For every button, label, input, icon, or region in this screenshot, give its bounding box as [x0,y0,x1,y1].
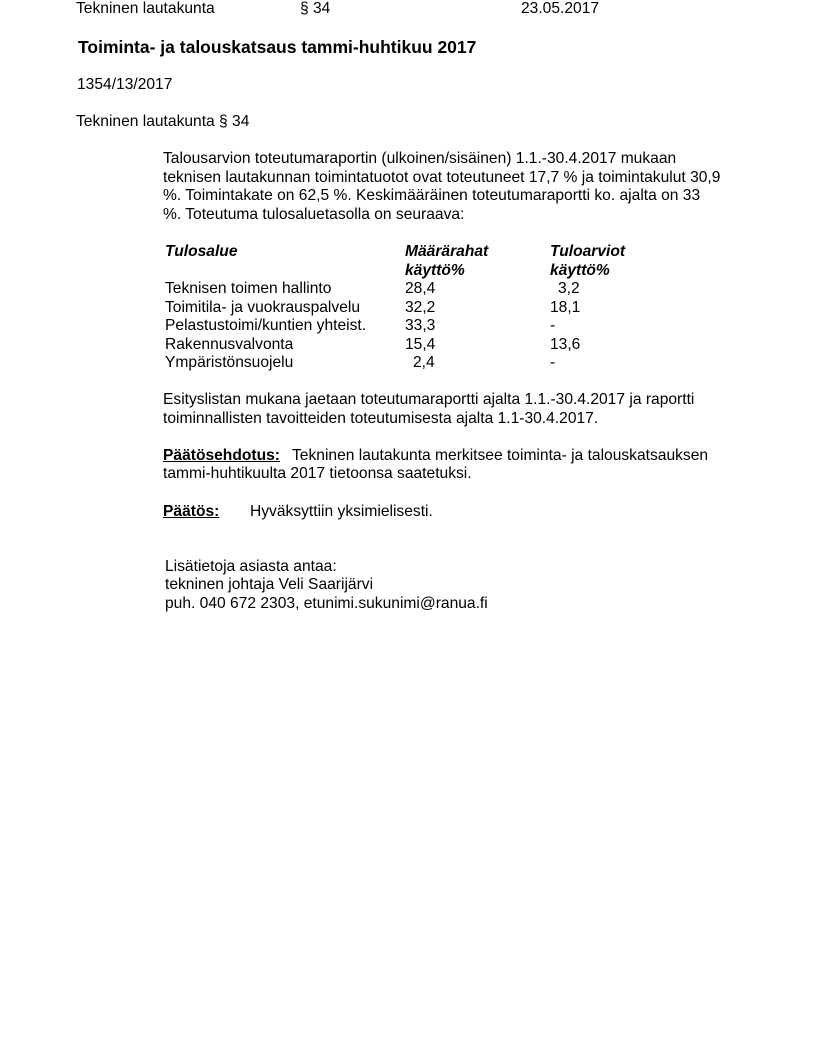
proposal-text: tammi-huhtikuulta 2017 tietoonsa saatetuksi. [163,465,472,482]
table-cell: 33,3 [405,317,436,334]
attachment-line: toiminnallisten tavoitteiden toteutumisesta ajalta 1.1-30.4.2017. [163,410,599,427]
table-cell: Toimitila- ja vuokrauspalvelu [165,299,361,316]
intro-line: %. Toteutuma tulosaluetasolla on seuraava: [163,205,465,223]
table-cell: Pelastustoimi/kuntien yhteist. [165,317,367,334]
table-cell: Teknisen toimen hallinto [165,280,332,297]
table-cell: 15,4 [405,336,436,353]
record-id: 1354/13/2017 [77,76,173,93]
intro-line: teknisen lautakunnan toimintatuotot ovat toteutuneet 17,7 % ja toimintakulut 30,9 [163,168,721,186]
contact-line: tekninen johtaja Veli Saarijärvi [165,576,374,593]
table-header: käyttö% [550,262,610,279]
contact-line: puh. 040 672 2303, etunimi.sukunimi@ranua.fi [165,595,488,612]
table-header: Määrärahat [405,243,489,260]
table-cell: 2,4 [413,354,435,371]
attachment-line: Esityslistan mukana jaetaan toteutumaraportti ajalta 1.1.-30.4.2017 ja raportti [163,391,695,408]
intro-line: %. Toimintakate on 62,5 %. Keskimääräinen toteutumaraportti ko. ajalta on 33 [163,187,701,204]
header-board: Tekninen lautakunta [76,0,215,17]
header-section: § 34 [300,0,331,17]
intro-line: Talousarvion toteutumaraportin (ulkoinen/sisäinen) 1.1.-30.4.2017 mukaan [163,150,677,167]
table-cell: - [550,317,556,334]
meeting-ref: Tekninen lautakunta § 34 [76,113,250,130]
table-cell: 32,2 [405,299,436,316]
table-header: käyttö% [405,262,465,279]
table-cell: Ympäristönsuojelu [165,354,294,371]
contact-line: Lisätietoja asiasta antaa: [165,558,337,575]
table-cell: 28,4 [405,280,436,297]
proposal-label: Päätösehdotus: [163,447,280,464]
table-cell: 13,6 [550,336,581,353]
table-cell: Rakennusvalvonta [165,336,294,353]
document-title: Toiminta- ja talouskatsaus tammi-huhtikuu 2017 [78,37,477,57]
table-cell: - [550,354,556,371]
table-header: Tulosalue [165,243,238,260]
table-cell: 18,1 [550,299,581,316]
header-date: 23.05.2017 [521,0,600,17]
table-header: Tuloarviot [550,243,626,260]
table-cell: 3,2 [558,280,580,297]
decision-label: Päätös: [163,503,220,520]
proposal-text: Tekninen lautakunta merkitsee toiminta- ja talouskatsauksen [292,447,709,464]
decision-text: Hyväksyttiin yksimielisesti. [250,503,433,520]
